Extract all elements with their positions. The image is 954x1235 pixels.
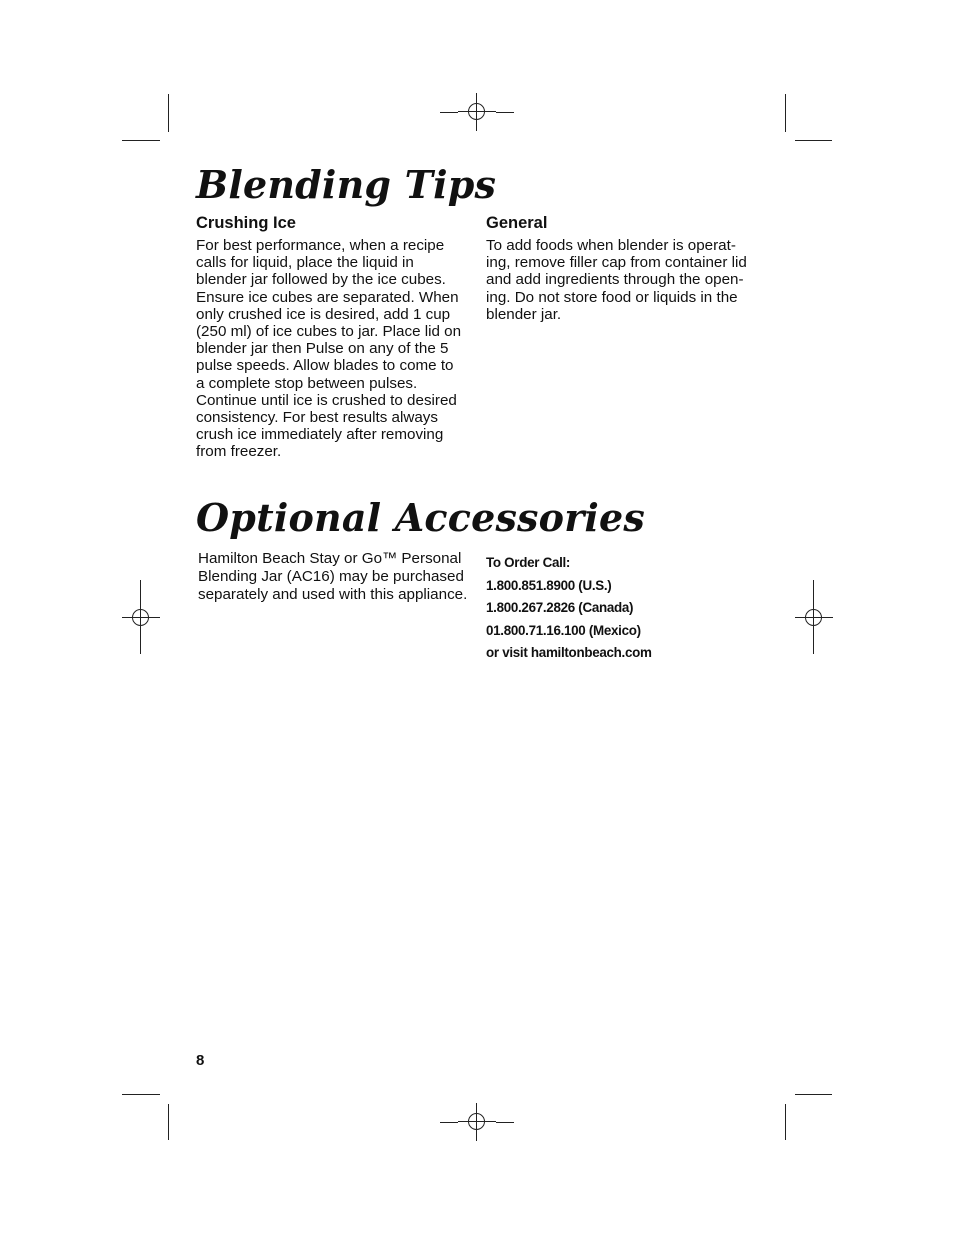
text-line: ing, remove filler cap from container lid bbox=[486, 254, 747, 272]
crop-mark bbox=[140, 636, 141, 654]
accessories-text bbox=[198, 550, 467, 604]
text-line: from freezer. bbox=[196, 443, 282, 461]
text-line: a complete stop between pulses. bbox=[196, 374, 418, 392]
text-line: Hamilton Beach Stay or Go™ Personal bbox=[198, 550, 462, 567]
optional-accessories-title: Optional Accessories bbox=[196, 495, 646, 540]
text-line: Ensure ice cubes are separated. When bbox=[196, 288, 459, 306]
text-line: crush ice immediately after removing bbox=[196, 426, 444, 444]
crop-mark bbox=[785, 1104, 786, 1140]
crop-mark bbox=[813, 636, 814, 654]
registration-mark-icon bbox=[795, 599, 833, 637]
crop-mark bbox=[496, 1122, 514, 1123]
text-line: consistency. For best results always bbox=[196, 409, 438, 427]
text-line: Blending Jar (AC16) may be purchased bbox=[198, 568, 464, 585]
crop-mark bbox=[795, 140, 832, 141]
text-line: ing. Do not store food or liquids in the bbox=[486, 288, 738, 306]
order-label: To Order Call: bbox=[486, 555, 571, 570]
registration-mark-icon bbox=[458, 1103, 496, 1141]
text-line: For best performance, when a recipe bbox=[196, 237, 445, 254]
crop-mark bbox=[168, 1104, 169, 1140]
crop-mark bbox=[140, 580, 141, 600]
phone-mexico: 01.800.71.16.100 (Mexico) bbox=[486, 622, 641, 638]
crop-mark bbox=[813, 580, 814, 600]
text-line: pulse speeds. Allow blades to come to bbox=[196, 357, 454, 375]
phone-us: 1.800.851.8900 (U.S.) bbox=[486, 577, 612, 593]
text-line: (250 ml) of ice cubes to jar. Place lid on bbox=[196, 323, 462, 341]
page-number: 8 bbox=[196, 1052, 205, 1069]
blending-tips-title: Blending Tips bbox=[196, 162, 497, 207]
registration-mark-icon bbox=[458, 93, 496, 131]
text-line: blender jar. bbox=[486, 305, 562, 323]
phone-canada: 1.800.267.2826 (Canada) bbox=[486, 600, 634, 616]
crop-mark bbox=[122, 140, 160, 141]
text-line: Continue until ice is crushed to desired bbox=[196, 391, 457, 409]
website-text: or visit hamiltonbeach.com bbox=[486, 645, 652, 661]
crop-mark bbox=[122, 1094, 160, 1095]
general-heading: General bbox=[486, 214, 548, 232]
crop-mark bbox=[168, 94, 169, 132]
crop-mark bbox=[785, 94, 786, 132]
text-line: blender jar followed by the ice cubes. bbox=[196, 271, 446, 289]
crushing-ice-text bbox=[196, 237, 461, 461]
crop-mark bbox=[440, 112, 458, 113]
text-line: and add ingredients through the open- bbox=[486, 271, 744, 289]
order-info bbox=[486, 552, 652, 665]
crop-mark bbox=[795, 1094, 832, 1095]
general-text bbox=[486, 237, 747, 323]
text-line: only crushed ice is desired, add 1 cup bbox=[196, 305, 451, 323]
crushing-ice-heading: Crushing Ice bbox=[196, 214, 296, 232]
registration-mark-icon bbox=[122, 599, 160, 637]
crop-mark bbox=[496, 112, 514, 113]
crop-mark bbox=[440, 1122, 458, 1123]
text-line: To add foods when blender is operat- bbox=[486, 237, 736, 254]
text-line: separately and used with this appliance. bbox=[198, 586, 468, 603]
text-line: blender jar then Pulse on any of the 5 bbox=[196, 340, 449, 358]
text-line: calls for liquid, place the liquid in bbox=[196, 254, 414, 272]
